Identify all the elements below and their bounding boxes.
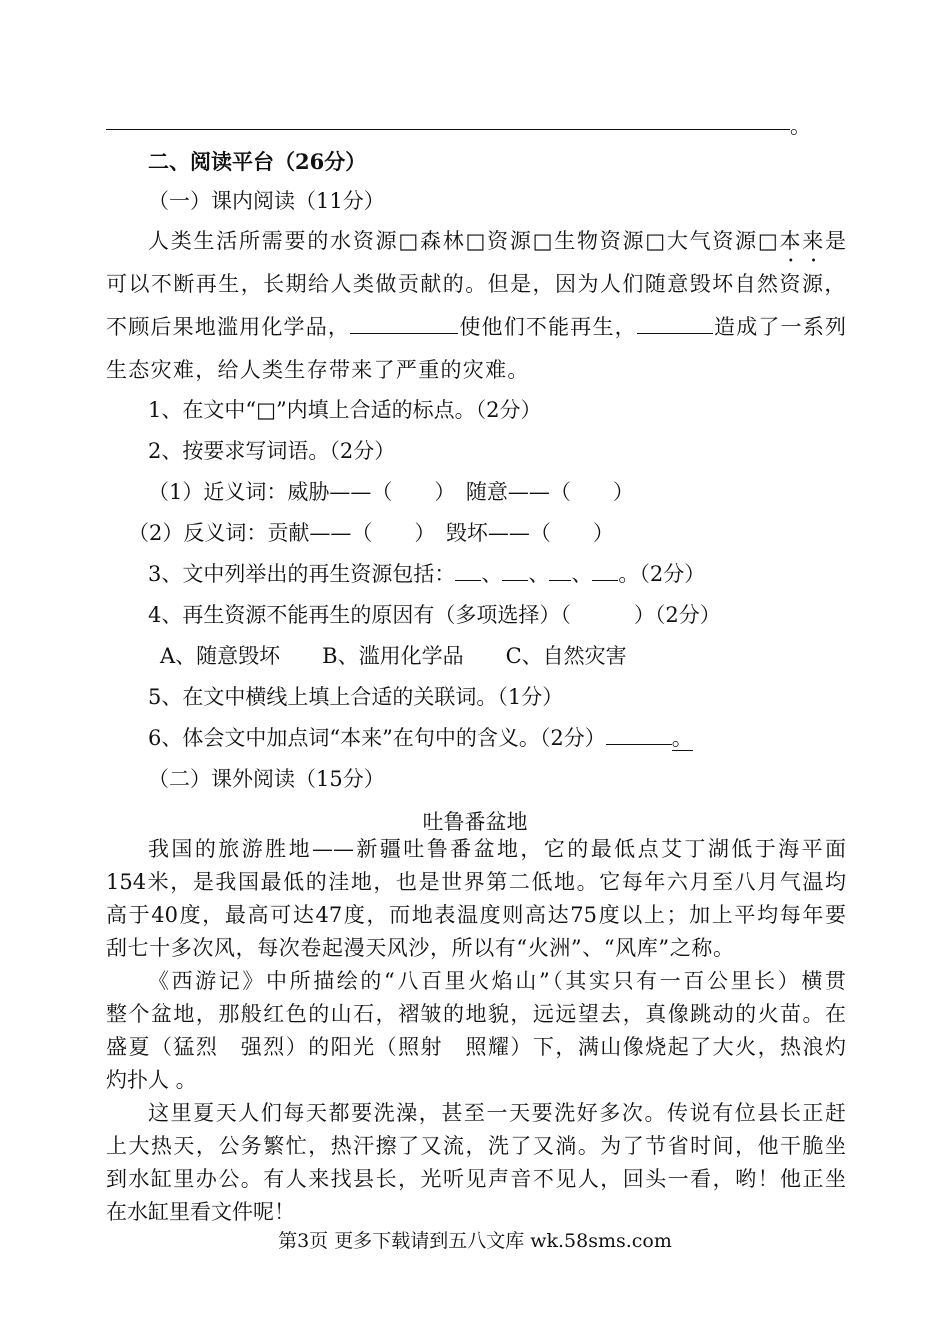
question-3 — [148, 560, 705, 588]
question-2-antonyms: （2）反义词：贡献——（ ） 毁坏——（ ） — [128, 521, 614, 545]
passage-text: 造成了一系列 — [712, 315, 847, 339]
separator: 、 — [528, 562, 550, 586]
article-line: 上大热天，公务繁忙，热汗擦了又流，洗了又淌。为了节省时间，他干脆坐 — [106, 1134, 846, 1158]
question-text: 6、体会文中加点词“本来”在句中的含义。（2分） — [148, 726, 606, 750]
article-line: 154米，是我国最低的洼地，也是世界第二低地。它每年六月至八月气温均 — [106, 870, 846, 894]
question-1: 1、在文中“□”内填上合适的标点。（2分） — [148, 398, 542, 422]
question-end-mark: 。 — [671, 726, 693, 750]
section-heading: 二、阅读平台（26分） — [148, 149, 367, 174]
passage-text: 是 — [825, 229, 846, 253]
answer-line-end-mark: 。 — [790, 114, 811, 138]
separator: 、 — [571, 562, 593, 586]
question-4: 4、再生资源不能再生的原因有（多项选择）（ ）（2分） — [148, 603, 721, 627]
page-footer: 第3页 更多下载请到五八文库 wk.58sms.com — [278, 1230, 672, 1252]
question-4-options: A、随意毁坏 B、滥用化学品 C、自然灾害 — [160, 644, 627, 668]
blank-line[interactable] — [455, 560, 481, 581]
part2-heading: （二）课外阅读（15分） — [148, 767, 385, 791]
blank-line[interactable] — [637, 313, 713, 334]
question-5: 5、在文中横线上填上合适的关联词。（1分） — [148, 685, 564, 709]
question-2-synonyms: （1）近义词：威胁——（ ） 随意——（ ） — [148, 480, 634, 504]
blank-line[interactable] — [549, 560, 571, 581]
passage-line-1 — [148, 227, 846, 255]
passage-line-4: 生态灾难，给人类生存带来了严重的灾难。 — [106, 358, 530, 382]
passage-text: 不顾后果地滥用化学品， — [106, 315, 351, 339]
passage-text: 使他们不能再生， — [458, 315, 637, 339]
article-line: 高于40度，最高可达47度，而地表温度则高达75度以上；加上平均每年要 — [106, 903, 846, 927]
emphasis-dot-char: 本 — [779, 229, 803, 253]
question-text: 3、文中列举出的再生资源包括： — [148, 562, 456, 586]
article-line: 这里夏天人们每天都要洗澡，甚至一天要洗好多次。传说有位县长正赶 — [148, 1101, 846, 1125]
article-title: 吐鲁番盆地 — [422, 810, 528, 834]
passage-line-3 — [106, 313, 846, 341]
article-line: 《西游记》中所描绘的“八百里火焰山”（其实只有一百公里长）横贯 — [148, 969, 846, 993]
passage-text: 人类生活所需要的水资源□森林□资源□生物资源□大气资源□ — [148, 229, 780, 253]
article-line: 我国的旅游胜地——新疆吐鲁番盆地，它的最低点艾丁湖低于海平面 — [148, 837, 846, 861]
article-line: 刮七十多次风，每次卷起漫天风沙，所以有“火洲”、“风库”之称。 — [106, 936, 735, 960]
blank-line[interactable] — [592, 560, 618, 581]
question-2: 2、按要求写词语。（2分） — [148, 439, 396, 463]
blank-line[interactable] — [502, 560, 528, 581]
article-line: 在水缸里看文件呢！ — [106, 1200, 295, 1224]
passage-line-2: 可以不断再生，长期给人类做贡献的。但是，因为人们随意毁坏自然资源， — [106, 272, 846, 296]
part1-heading: （一）课内阅读（11分） — [148, 189, 385, 213]
article-line: 到水缸里办公。有人来找县长，光听见声音不见人，回头一看，哟！他正坐 — [106, 1167, 846, 1191]
question-6 — [148, 724, 693, 752]
emphasis-dot-char: 来 — [802, 229, 825, 253]
article-line: 盛夏（猛烈 强烈）的阳光（照射 照耀）下，满山像烧起了大火，热浪灼 — [106, 1035, 846, 1059]
answer-line — [106, 129, 790, 130]
article-line: 灼扑人 。 — [106, 1068, 197, 1092]
question-text: 。（2分） — [618, 562, 706, 586]
article-line: 整个盆地，那般红色的山石，褶皱的地貌，远远望去，真像跳动的火苗。在 — [106, 1002, 846, 1026]
separator: 、 — [481, 562, 503, 586]
blank-line[interactable] — [606, 724, 672, 745]
blank-line[interactable] — [350, 313, 458, 334]
